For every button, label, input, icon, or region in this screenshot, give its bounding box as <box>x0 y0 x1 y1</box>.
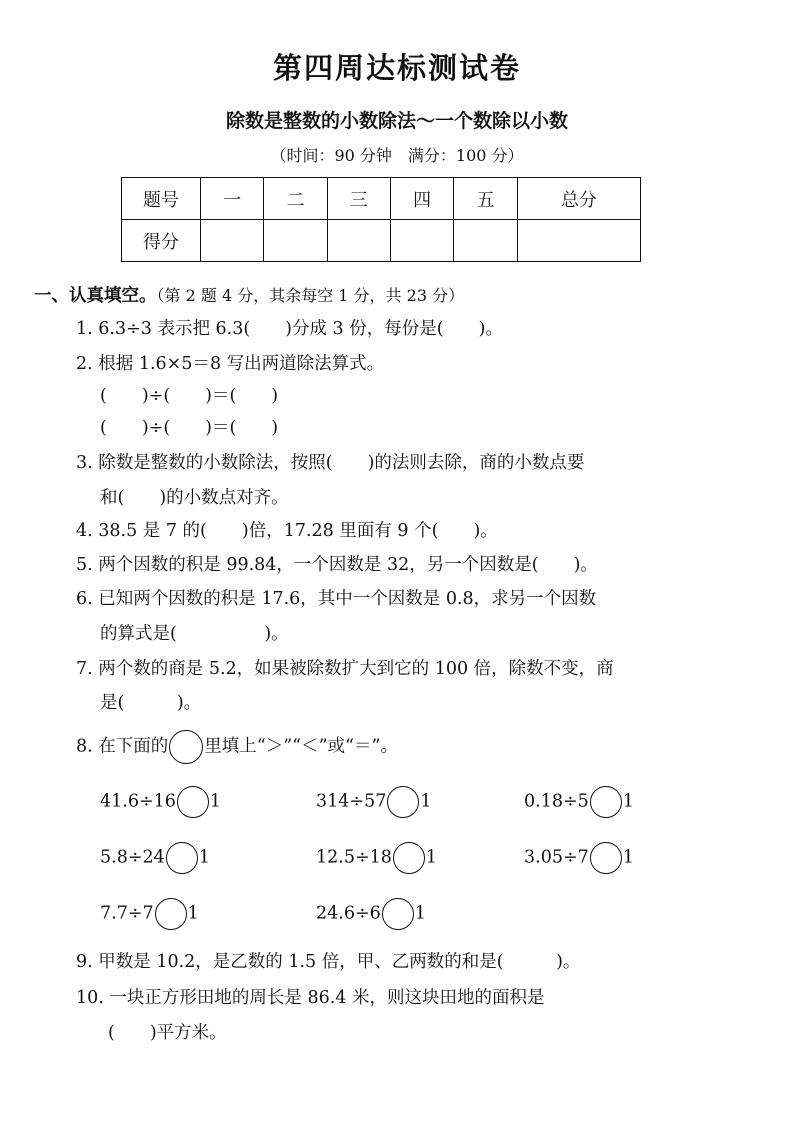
compare-expression: 7.7÷7 <box>100 903 154 924</box>
score-cell[interactable] <box>201 220 264 262</box>
compare-expression: 0.18÷5 <box>524 791 589 812</box>
compare-expression: 314÷57 <box>316 791 387 812</box>
compare-item <box>524 786 634 818</box>
section-1-heading: 一、认真填空。 <box>34 286 157 306</box>
page-title: 第四周达标测试卷 <box>272 51 521 85</box>
compare-expression: 12.5÷18 <box>316 847 392 868</box>
score-header-cell: 五 <box>454 178 517 220</box>
compare-rhs: 1 <box>420 791 432 812</box>
q2-equation-2: ( )÷( )＝( ) <box>100 418 279 438</box>
score-header-cell: 三 <box>327 178 390 220</box>
compare-rhs: 1 <box>425 847 438 868</box>
compare-circle[interactable] <box>393 842 425 874</box>
score-row-label: 得分 <box>122 220 201 262</box>
compare-circle[interactable] <box>590 786 622 818</box>
compare-item <box>100 898 199 930</box>
compare-item <box>316 842 437 874</box>
compare-expression: 24.6÷6 <box>316 903 381 924</box>
score-header-cell: 一 <box>201 178 264 220</box>
compare-item <box>524 842 634 874</box>
compare-circle[interactable] <box>387 786 419 818</box>
question-10-line-2: ( )平方米。 <box>108 1023 227 1043</box>
compare-rhs: 1 <box>187 903 199 924</box>
score-header-cell: 二 <box>264 178 327 220</box>
question-3-line-1: 3. 除数是整数的小数除法，按照( )的法则去除，商的小数点要 <box>76 453 585 473</box>
question-7-line-1: 7. 两个数的商是 5.2，如果被除数扩大到它的 100 倍，除数不变，商 <box>76 659 614 679</box>
section-1-header <box>34 282 464 307</box>
answer-circle-icon <box>169 730 203 764</box>
compare-item <box>316 786 431 818</box>
score-cell[interactable] <box>390 220 453 262</box>
score-cell[interactable] <box>454 220 517 262</box>
score-cell[interactable] <box>327 220 390 262</box>
score-table <box>121 177 641 262</box>
compare-expression: 3.05÷7 <box>524 847 589 868</box>
question-7-line-2: 是( )。 <box>100 693 202 713</box>
question-3-line-2: 和( )的小数点对齐。 <box>100 488 289 508</box>
compare-expression: 5.8÷24 <box>100 847 165 868</box>
question-6-line-1: 6. 已知两个因数的积是 17.6，其中一个因数是 0.8，求另一个因数 <box>76 589 597 609</box>
compare-item <box>316 898 426 930</box>
compare-rhs: 1 <box>622 847 634 868</box>
question-4: 4. 38.5 是 7 的( )倍，17.28 里面有 9 个( )。 <box>76 521 498 541</box>
compare-circle[interactable] <box>155 898 187 930</box>
compare-circle[interactable] <box>166 842 198 874</box>
question-6-line-2: 的算式是( )。 <box>100 624 289 644</box>
page-subtitle: 除数是整数的小数除法～一个数除以小数 <box>225 110 568 132</box>
score-cell[interactable] <box>264 220 327 262</box>
score-header-cell: 四 <box>390 178 453 220</box>
section-1-note: （第 2 题 4 分，其余每空 1 分，共 23 分） <box>156 286 465 305</box>
compare-rhs: 1 <box>414 903 426 924</box>
question-2: 2. 根据 1.6×5＝8 写出两道除法算式。 <box>76 354 385 374</box>
question-9: 9. 甲数是 10.2，是乙数的 1.5 倍，甲、乙两数的和是( )。 <box>76 952 581 972</box>
compare-rhs: 1 <box>198 847 210 868</box>
compare-rhs: 1 <box>622 791 634 812</box>
question-8 <box>76 730 398 764</box>
score-header-cell: 总分 <box>517 178 640 220</box>
score-header-cell: 题号 <box>122 178 201 220</box>
question-8-prefix: 8. 在下面的 <box>76 736 169 757</box>
question-8-suffix: 里填上“＞”“＜”或“＝”。 <box>204 736 398 757</box>
exam-meta: （时间：90 分钟 满分：100 分） <box>270 146 524 165</box>
score-cell[interactable] <box>517 220 640 262</box>
score-table-header-row <box>122 178 641 220</box>
compare-rhs: 1 <box>209 791 222 812</box>
question-5: 5. 两个因数的积是 99.84，一个因数是 32，另一个因数是( )。 <box>76 555 598 575</box>
score-table-score-row <box>122 220 641 262</box>
compare-circle[interactable] <box>382 898 414 930</box>
question-1: 1. 6.3÷3 表示把 6.3( )分成 3 份，每份是( )。 <box>76 319 503 339</box>
question-10-line-1: 10. 一块正方形田地的周长是 86.4 米，则这块田地的面积是 <box>76 988 545 1008</box>
q2-equation-1: ( )÷( )＝( ) <box>100 386 279 406</box>
compare-circle[interactable] <box>590 842 622 874</box>
compare-item <box>100 786 221 818</box>
compare-expression: 41.6÷16 <box>100 791 176 812</box>
compare-circle[interactable] <box>177 786 209 818</box>
compare-item <box>100 842 210 874</box>
